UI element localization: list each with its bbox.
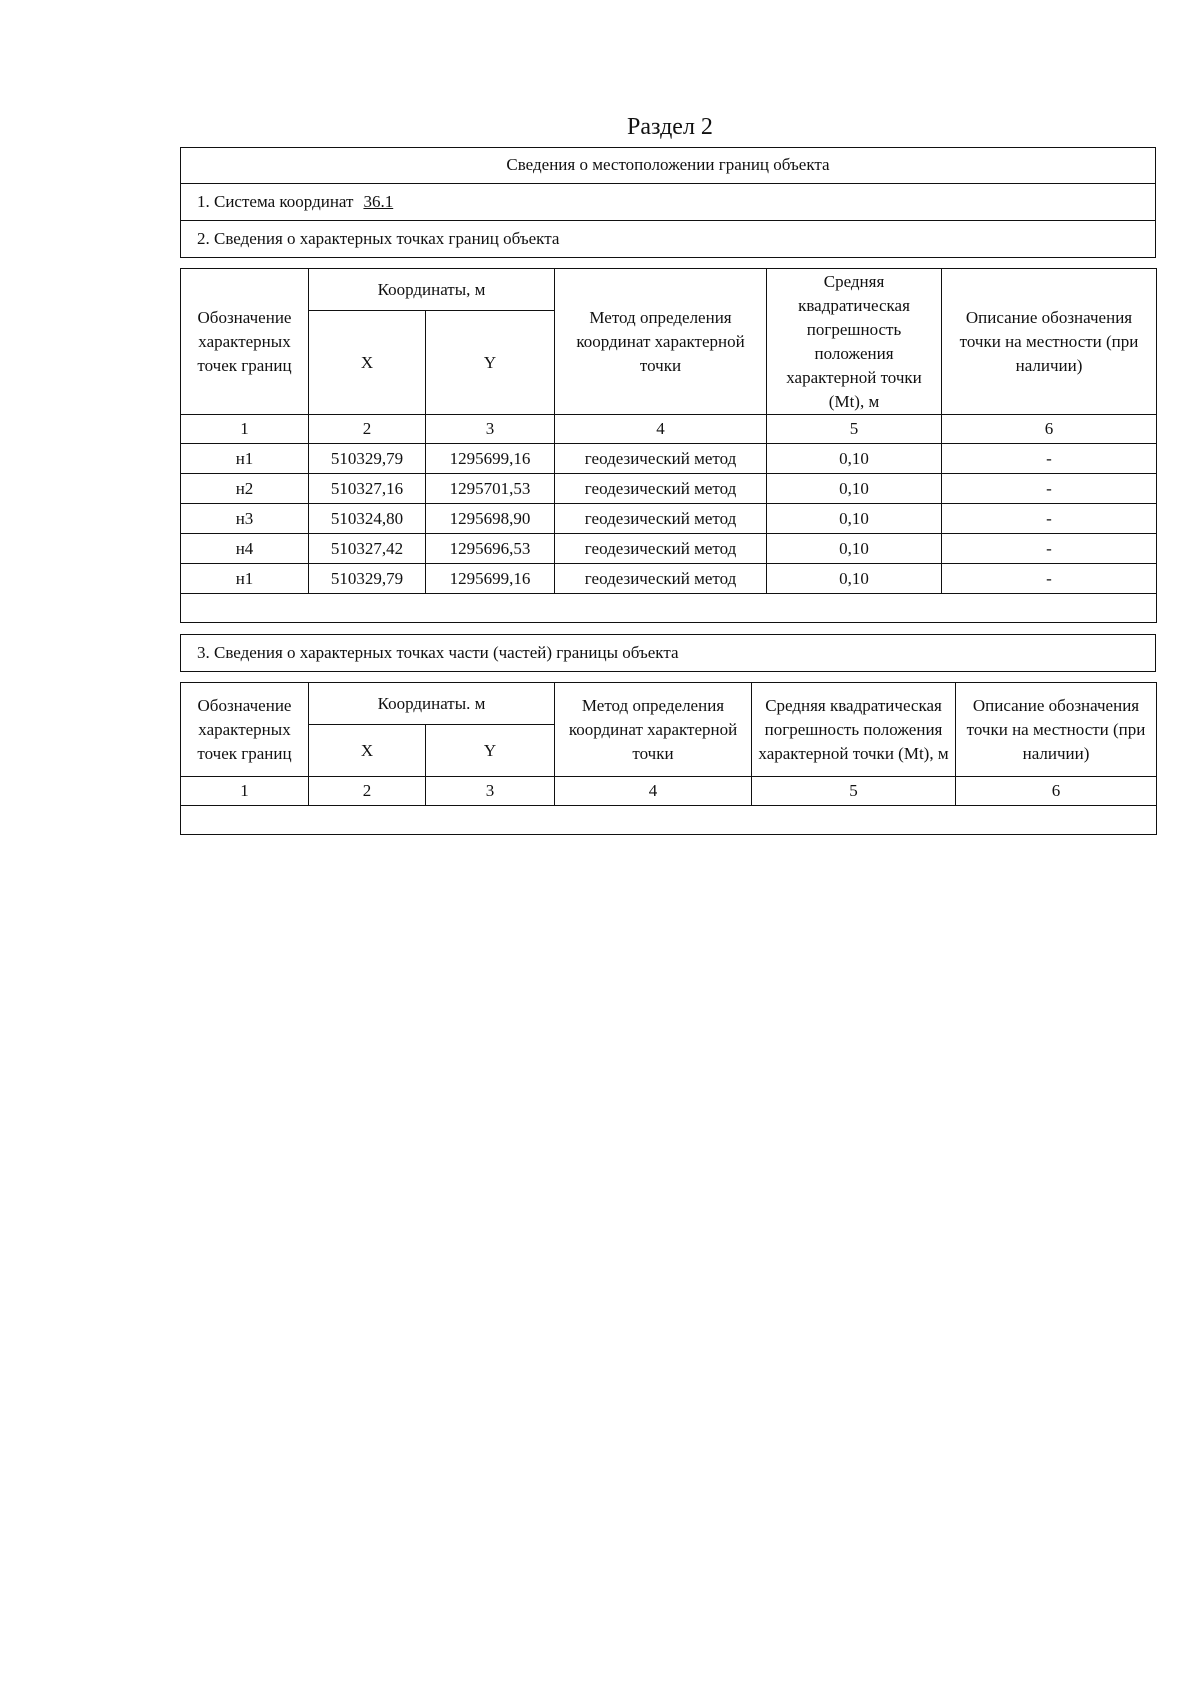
col-number: 6 <box>956 777 1157 806</box>
point-error: 0,10 <box>767 564 942 594</box>
col-method-header: Метод определения координат характерной точки <box>555 269 767 415</box>
point-method: геодезический метод <box>555 564 767 594</box>
section3-title: 3. Сведения о характерных точках части (частей) границы объекта <box>180 634 1156 672</box>
table-blank-row <box>181 594 1157 623</box>
part-boundary-points-table <box>180 682 1157 835</box>
point-y: 1295696,53 <box>426 534 555 564</box>
point-description: - <box>942 444 1157 474</box>
col-number: 1 <box>181 415 309 444</box>
point-description: - <box>942 504 1157 534</box>
table-row <box>181 444 1157 474</box>
point-method: геодезический метод <box>555 504 767 534</box>
point-method: геодезический метод <box>555 534 767 564</box>
col-number: 4 <box>555 777 752 806</box>
page-title: Раздел 2 <box>627 114 713 140</box>
col-designation-header: Обозначение характерных точек границ <box>181 269 309 415</box>
point-description: - <box>942 534 1157 564</box>
point-x: 510327,16 <box>309 474 426 504</box>
point-y: 1295699,16 <box>426 444 555 474</box>
point-error: 0,10 <box>767 534 942 564</box>
point-description: - <box>942 564 1157 594</box>
coordinate-system-label: 1. Система координат <box>197 192 354 211</box>
col-error-header: Средняя квадратическая погрешность положения характерной точки (Mt), м <box>752 683 956 777</box>
col-number: 4 <box>555 415 767 444</box>
col-designation-header: Обозначение характерных точек границ <box>181 683 309 777</box>
point-y: 1295699,16 <box>426 564 555 594</box>
point-designation: н2 <box>181 474 309 504</box>
col-coordinates-header: Координаты. м <box>309 683 555 725</box>
col-number: 6 <box>942 415 1157 444</box>
col-number: 3 <box>426 777 555 806</box>
blank-cell <box>181 806 1157 835</box>
col-x-header: X <box>309 725 426 777</box>
col-number: 3 <box>426 415 555 444</box>
point-designation: н1 <box>181 444 309 474</box>
point-x: 510329,79 <box>309 564 426 594</box>
point-designation: н3 <box>181 504 309 534</box>
table-row <box>181 534 1157 564</box>
section2-title: 2. Сведения о характерных точках границ объекта <box>180 220 1156 258</box>
point-x: 510329,79 <box>309 444 426 474</box>
col-number: 2 <box>309 777 426 806</box>
col-number: 1 <box>181 777 309 806</box>
col-number: 2 <box>309 415 426 444</box>
point-y: 1295698,90 <box>426 504 555 534</box>
point-error: 0,10 <box>767 474 942 504</box>
col-number: 5 <box>752 777 956 806</box>
col-description-header: Описание обозначения точки на местности (при наличии) <box>942 269 1157 415</box>
col-x-header: X <box>309 311 426 415</box>
section-header: Сведения о местоположении границ объекта <box>180 147 1156 184</box>
point-description: - <box>942 474 1157 504</box>
point-error: 0,10 <box>767 504 942 534</box>
point-y: 1295701,53 <box>426 474 555 504</box>
point-x: 510327,42 <box>309 534 426 564</box>
col-method-header: Метод определения координат характерной точки <box>555 683 752 777</box>
col-y-header: Y <box>426 311 555 415</box>
table-blank-row <box>181 806 1157 835</box>
point-method: геодезический метод <box>555 444 767 474</box>
table-row <box>181 474 1157 504</box>
blank-cell <box>181 594 1157 623</box>
col-error-header: Средняя квадратическая погрешность положения характерной точки (Mt), м <box>767 269 942 415</box>
boundary-points-table <box>180 268 1157 623</box>
point-x: 510324,80 <box>309 504 426 534</box>
point-designation: н4 <box>181 534 309 564</box>
point-error: 0,10 <box>767 444 942 474</box>
coordinate-system-row <box>180 183 1156 221</box>
table-row <box>181 504 1157 534</box>
col-number: 5 <box>767 415 942 444</box>
point-method: геодезический метод <box>555 474 767 504</box>
table-row <box>181 564 1157 594</box>
coordinate-system-value: 36.1 <box>363 192 394 211</box>
col-coordinates-header: Координаты, м <box>309 269 555 311</box>
point-designation: н1 <box>181 564 309 594</box>
col-y-header: Y <box>426 725 555 777</box>
col-description-header: Описание обозначения точки на местности (при наличии) <box>956 683 1157 777</box>
